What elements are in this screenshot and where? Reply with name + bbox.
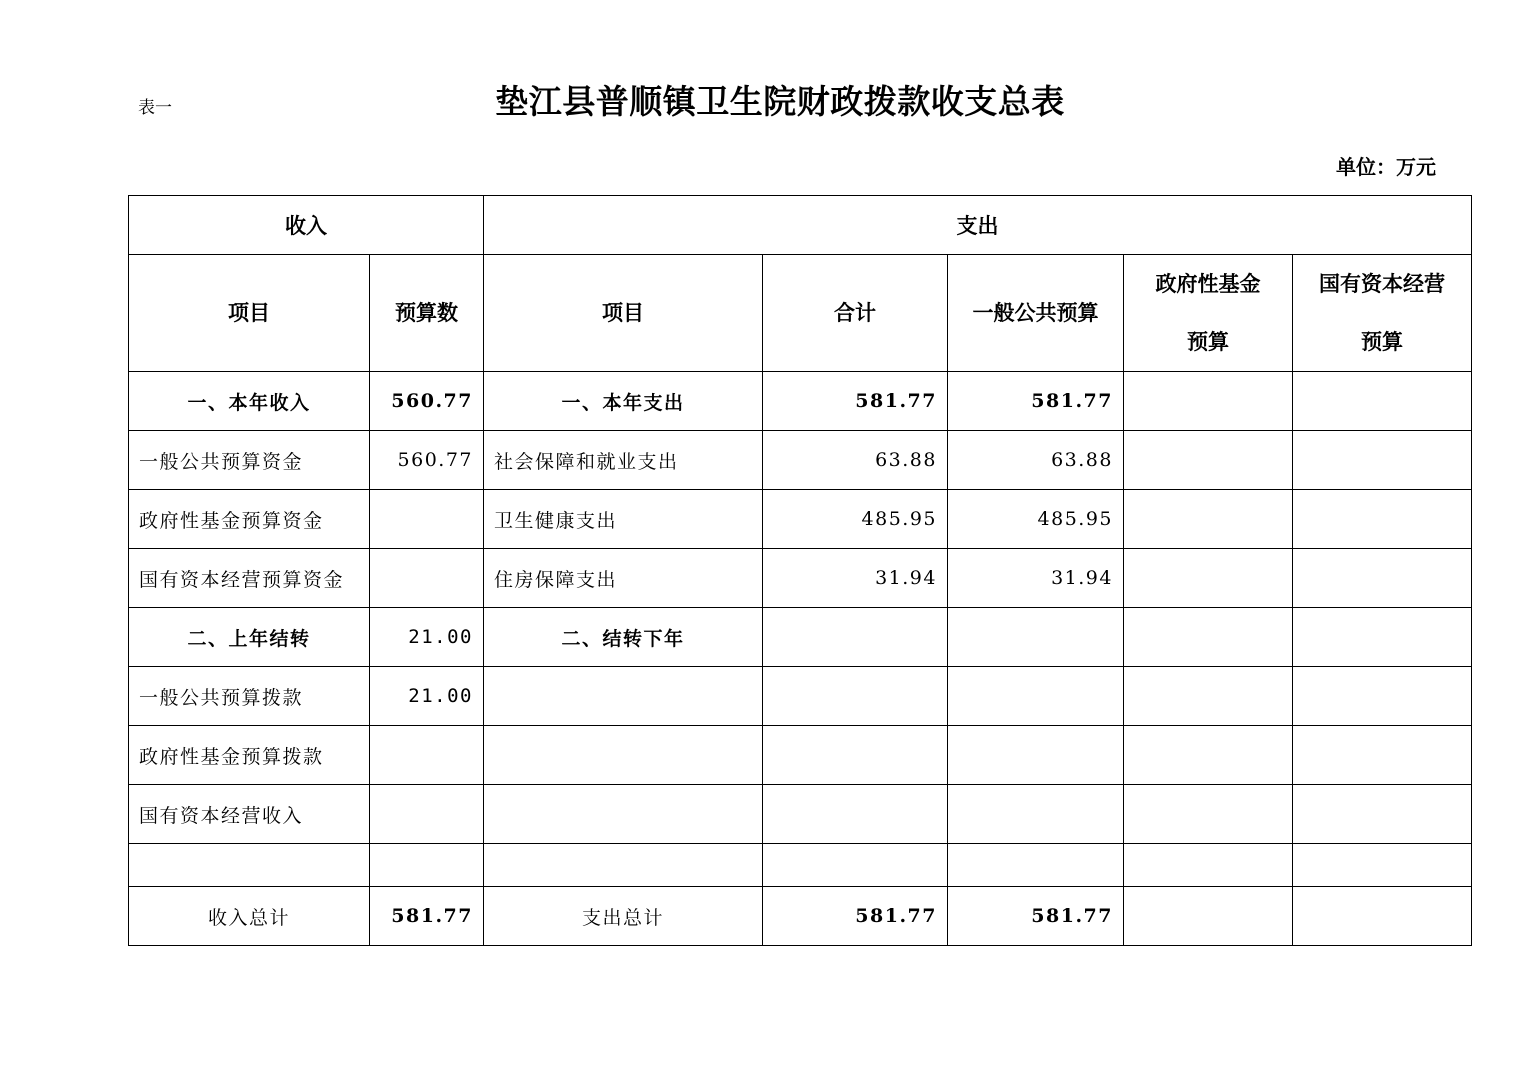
income-item: 一般公共预算资金 — [129, 431, 370, 490]
expense-item — [484, 726, 763, 785]
expense-item: 二、结转下年 — [484, 608, 763, 667]
table-row — [129, 667, 1472, 726]
state-capital-budget — [1293, 372, 1472, 431]
gov-fund-budget — [1124, 431, 1293, 490]
income-budget — [370, 549, 484, 608]
table-row — [129, 490, 1472, 549]
gov-fund-header-line2: 预算 — [1187, 330, 1229, 354]
table-row — [129, 608, 1472, 667]
state-capital-budget — [1293, 549, 1472, 608]
general-budget — [948, 667, 1124, 726]
budget-summary-table — [128, 195, 1472, 946]
expense-item-header: 项目 — [484, 255, 763, 372]
expense-item: 住房保障支出 — [484, 549, 763, 608]
income-item-header: 项目 — [129, 255, 370, 372]
table-header-row-2 — [129, 255, 1472, 372]
income-budget: 21.00 — [370, 608, 484, 667]
income-item — [129, 844, 370, 887]
gov-fund-budget — [1124, 667, 1293, 726]
expense-total-header: 合计 — [763, 255, 948, 372]
state-capital-header-line2: 预算 — [1361, 330, 1404, 354]
state-capital-total — [1293, 887, 1472, 946]
general-budget — [948, 844, 1124, 887]
table-row-total — [129, 887, 1472, 946]
expense-total — [763, 608, 948, 667]
expense-item — [484, 844, 763, 887]
state-capital-budget — [1293, 608, 1472, 667]
expense-total: 485.95 — [763, 490, 948, 549]
gov-fund-budget — [1124, 785, 1293, 844]
state-capital-budget — [1293, 726, 1472, 785]
general-budget: 485.95 — [948, 490, 1124, 549]
general-budget — [948, 785, 1124, 844]
income-budget: 21.00 — [370, 667, 484, 726]
table-row — [129, 785, 1472, 844]
income-budget: 560.77 — [370, 372, 484, 431]
state-capital-header-line1: 国有资本经营 — [1319, 272, 1446, 296]
expense-header: 支出 — [484, 196, 1472, 255]
gov-fund-budget — [1124, 372, 1293, 431]
gov-fund-budget — [1124, 608, 1293, 667]
income-item: 一、本年收入 — [129, 372, 370, 431]
expense-total — [763, 726, 948, 785]
general-budget — [948, 608, 1124, 667]
unit-label: 单位：万元 — [1336, 155, 1436, 179]
general-budget-header: 一般公共预算 — [948, 255, 1124, 372]
state-capital-budget — [1293, 844, 1472, 887]
income-header: 收入 — [129, 196, 484, 255]
general-budget: 31.94 — [948, 549, 1124, 608]
state-capital-budget — [1293, 431, 1472, 490]
income-item: 政府性基金预算资金 — [129, 490, 370, 549]
gov-fund-total — [1124, 887, 1293, 946]
expense-total-label: 支出总计 — [484, 887, 763, 946]
income-budget: 560.77 — [370, 431, 484, 490]
income-item: 一般公共预算拨款 — [129, 667, 370, 726]
expense-item: 社会保障和就业支出 — [484, 431, 763, 490]
table-row-empty — [129, 844, 1472, 887]
expense-total — [763, 844, 948, 887]
income-item: 二、上年结转 — [129, 608, 370, 667]
income-total-label: 收入总计 — [129, 887, 370, 946]
state-capital-budget — [1293, 490, 1472, 549]
expense-total-value: 581.77 — [763, 887, 948, 946]
expense-total — [763, 785, 948, 844]
expense-total: 581.77 — [763, 372, 948, 431]
expense-item: 卫生健康支出 — [484, 490, 763, 549]
income-budget-header: 预算数 — [370, 255, 484, 372]
document-title: 垫江县普顺镇卫生院财政拨款收支总表 — [495, 82, 1065, 121]
gov-fund-budget — [1124, 844, 1293, 887]
general-budget: 63.88 — [948, 431, 1124, 490]
income-item: 政府性基金预算拨款 — [129, 726, 370, 785]
table-row — [129, 431, 1472, 490]
income-item: 国有资本经营预算资金 — [129, 549, 370, 608]
gov-fund-header — [1124, 255, 1293, 372]
expense-total: 63.88 — [763, 431, 948, 490]
income-budget — [370, 490, 484, 549]
gov-fund-budget — [1124, 490, 1293, 549]
expense-total: 31.94 — [763, 549, 948, 608]
table-row — [129, 372, 1472, 431]
table-number: 表一 — [138, 98, 172, 118]
state-capital-budget — [1293, 667, 1472, 726]
general-budget-total: 581.77 — [948, 887, 1124, 946]
state-capital-budget — [1293, 785, 1472, 844]
expense-total — [763, 667, 948, 726]
gov-fund-header-line1: 政府性基金 — [1155, 272, 1261, 296]
income-budget — [370, 844, 484, 887]
general-budget — [948, 726, 1124, 785]
income-item: 国有资本经营收入 — [129, 785, 370, 844]
table-row — [129, 726, 1472, 785]
gov-fund-budget — [1124, 726, 1293, 785]
income-budget — [370, 726, 484, 785]
expense-item — [484, 667, 763, 726]
general-budget: 581.77 — [948, 372, 1124, 431]
gov-fund-budget — [1124, 549, 1293, 608]
table-row — [129, 549, 1472, 608]
income-budget — [370, 785, 484, 844]
expense-item: 一、本年支出 — [484, 372, 763, 431]
state-capital-header — [1293, 255, 1472, 372]
table-header-row-1 — [129, 196, 1472, 255]
income-total-value: 581.77 — [370, 887, 484, 946]
expense-item — [484, 785, 763, 844]
